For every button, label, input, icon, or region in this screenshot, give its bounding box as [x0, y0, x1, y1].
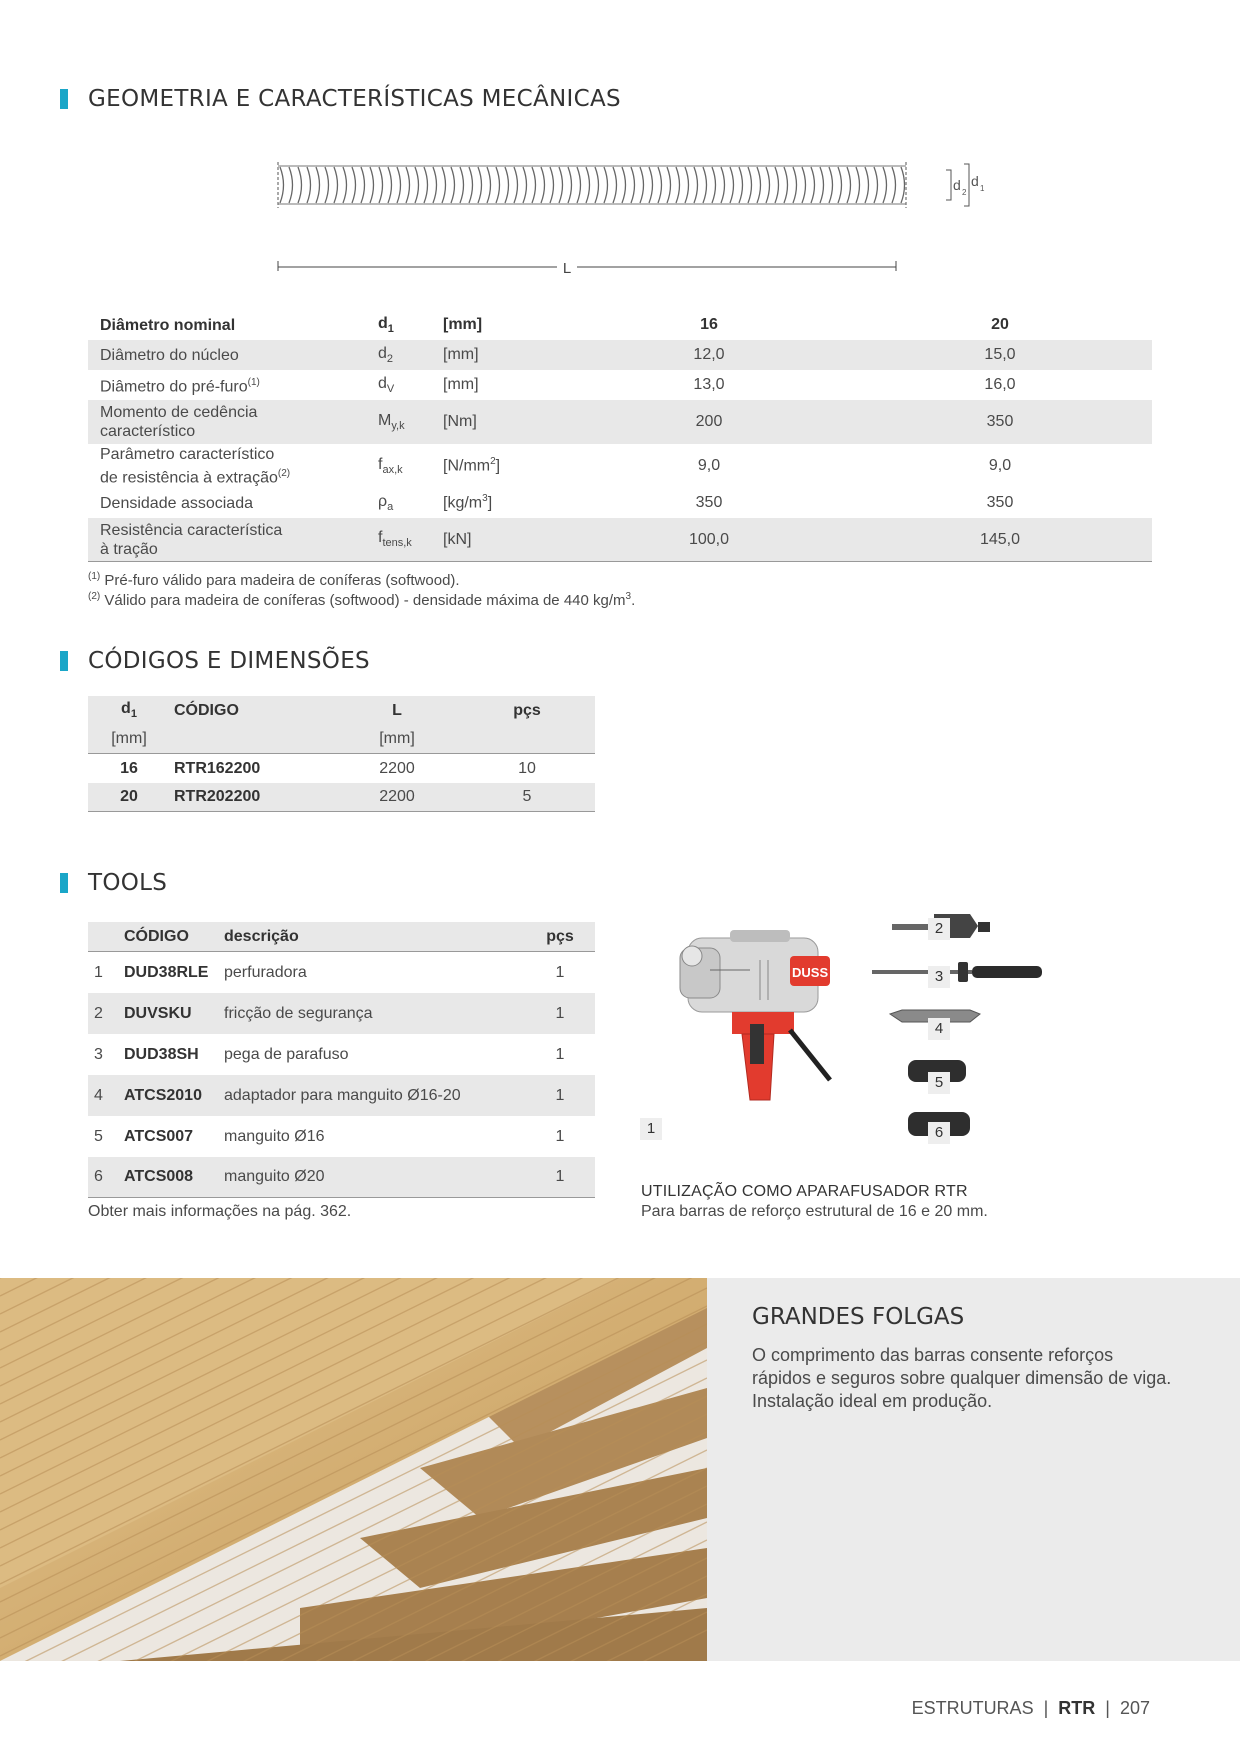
- table-row: [88, 400, 1152, 444]
- section-geometry-heading: [60, 86, 621, 112]
- header-pcs: pçs: [513, 701, 541, 719]
- table-units-row: [88, 725, 595, 754]
- row-value-16: 13,0: [693, 376, 725, 393]
- row-label: Diâmetro do núcleo: [100, 346, 239, 364]
- row-pcs: 1: [555, 963, 565, 981]
- row-number: 6: [94, 1168, 103, 1185]
- item-number-badge: 5: [928, 1072, 950, 1094]
- tools-caption-text: Para barras de reforço estrutural de 16 e 20 mm.: [641, 1203, 988, 1220]
- info-panel: [707, 1278, 1240, 1661]
- header-code: CÓDIGO: [124, 927, 189, 945]
- row-label: Parâmetro característico de resistência à extração$^{(2)}$: [100, 445, 291, 487]
- row-number: 3: [94, 1045, 103, 1063]
- row-symbol: $f_{ax,k}$: [378, 455, 403, 477]
- accent-bar: [60, 873, 68, 893]
- table-row: [88, 340, 1152, 370]
- row-description: manguito Ø20: [224, 1168, 325, 1185]
- drill-brand: DUSS: [792, 965, 829, 980]
- row-label: Momento de cedência característico: [100, 404, 258, 440]
- row-pcs: 10: [518, 759, 536, 777]
- table-header-row: [88, 696, 595, 725]
- page-footer: [912, 1698, 1150, 1719]
- row-description: manguito Ø16: [224, 1127, 325, 1145]
- threaded-rod: [278, 162, 906, 208]
- tools-caption-title: UTILIZAÇÃO COMO APARAFUSADOR RTR: [641, 1183, 968, 1200]
- section-title: GEOMETRIA E CARACTERÍSTICAS MECÂNICAS: [88, 86, 621, 112]
- row-value-16: 12,0: [693, 346, 725, 363]
- row-description: adaptador para manguito Ø16-20: [224, 1086, 461, 1104]
- row-unit: [kN]: [443, 530, 472, 548]
- row-d1: 20: [120, 788, 138, 805]
- header-d1: $d_1$: [121, 700, 137, 721]
- row-number: 5: [94, 1127, 103, 1145]
- row-value-20: 145,0: [979, 530, 1021, 548]
- item-number-badge: 3: [928, 966, 950, 988]
- unit-length: [mm]: [379, 730, 415, 747]
- header-unit: [mm]: [443, 316, 483, 333]
- item-number-badge: 2: [928, 918, 950, 940]
- row-unit: [mm]: [443, 376, 479, 393]
- row-length: 2200: [379, 788, 415, 805]
- row-d1: 16: [120, 759, 138, 777]
- header-value-16: 16: [700, 316, 718, 333]
- row-pcs: 1: [555, 1004, 565, 1022]
- unit-d1: [mm]: [111, 730, 147, 747]
- timber-roof-photo: [0, 1278, 707, 1661]
- row-pcs: 1: [555, 1045, 565, 1063]
- row-label: Resistência característica à tração: [100, 521, 283, 558]
- footnote-1: $^{(1)}$ Pré-furo válido para madeira de coníferas (softwood).: [88, 571, 460, 589]
- tools-drawing: [640, 900, 1140, 1140]
- d1-sub: 1: [980, 184, 985, 193]
- table-header-row: [88, 922, 595, 952]
- header-value-20: 20: [991, 316, 1009, 333]
- length-dimension: [278, 260, 896, 277]
- row-number: 1: [94, 963, 103, 981]
- row-label: Densidade associada: [100, 494, 253, 512]
- table-row: [88, 1116, 595, 1157]
- row-value-16: 9,0: [697, 457, 721, 474]
- footer-separator: |: [1105, 1698, 1110, 1718]
- section-title: TOOLS: [88, 870, 168, 896]
- row-code: RTR162200: [174, 759, 261, 777]
- row-symbol: $M_{y,k}$: [378, 411, 405, 433]
- table-row: [88, 1075, 595, 1116]
- row-code: ATCS2010: [124, 1086, 202, 1104]
- header-pcs: pçs: [546, 927, 574, 945]
- row-description: perfuradora: [224, 963, 307, 981]
- table-row: [88, 952, 595, 993]
- d2-label: d: [953, 177, 961, 193]
- header-length: L: [392, 701, 402, 719]
- row-symbol: $d_V$: [378, 374, 395, 396]
- row-value-16: 100,0: [688, 530, 730, 548]
- tools-table: [88, 922, 595, 1198]
- row-unit: [Nm]: [443, 413, 477, 430]
- row-label: Diâmetro do pré-furo$^{(1)}$: [100, 377, 260, 396]
- item-number-badge: 6: [928, 1122, 950, 1144]
- header-code: CÓDIGO: [174, 701, 239, 719]
- table-row: [88, 370, 1152, 400]
- more-info-note: Obter mais informações na pág. 362.: [88, 1203, 352, 1220]
- table-row: [88, 488, 1152, 518]
- row-unit: $[kg/m^3]$: [443, 493, 493, 512]
- header-symbol: $d_1$: [378, 314, 394, 336]
- table-row: [88, 754, 595, 783]
- section-codes-heading: [60, 648, 370, 674]
- row-pcs: 1: [555, 1086, 565, 1104]
- row-code: ATCS007: [124, 1127, 194, 1145]
- row-symbol: $d_2$: [378, 344, 394, 366]
- table-row: [88, 518, 1152, 562]
- mechanical-properties-table: [88, 310, 1152, 562]
- info-panel-text: O comprimento das barras consente reforços rápidos e seguros sobre qualquer dimensão de viga. Instalação ideal em produção.: [752, 1345, 1172, 1411]
- row-description: pega de parafuso: [224, 1045, 349, 1063]
- header-description: descrição: [224, 927, 299, 945]
- row-value-16: 350: [695, 494, 723, 511]
- threaded-rod-diagram: [270, 150, 990, 290]
- footer-section: ESTRUTURAS: [911, 1698, 1034, 1718]
- row-value-20: 350: [986, 413, 1014, 430]
- row-pcs: 1: [555, 1168, 565, 1185]
- length-label: L: [562, 260, 572, 277]
- section-tools-heading: [60, 870, 167, 896]
- row-unit: $[N/mm^2]$: [443, 456, 501, 475]
- drill-image: [680, 930, 830, 1100]
- d1-label: d: [971, 173, 979, 189]
- footer-separator: |: [1043, 1698, 1049, 1718]
- header-label: Diâmetro nominal: [100, 316, 236, 334]
- item-number-badge: 4: [928, 1018, 950, 1040]
- table-header-row: [88, 310, 1152, 340]
- table-row: [88, 1157, 595, 1198]
- row-code: DUD38RLE: [124, 963, 209, 981]
- row-code: DUD38SH: [124, 1045, 199, 1063]
- table-row: [88, 1034, 595, 1075]
- table-row: [88, 783, 595, 812]
- accent-bar: [60, 651, 68, 671]
- footer-page-number: 207: [1119, 1698, 1150, 1718]
- table-row: [88, 444, 1152, 488]
- row-number: 2: [94, 1004, 103, 1022]
- screw-handle-image: [872, 962, 1042, 982]
- row-value-16: 200: [695, 413, 723, 430]
- row-value-20: 350: [986, 494, 1014, 511]
- item-number-badge: 1: [640, 1118, 662, 1140]
- section-title: CÓDIGOS E DIMENSÕES: [88, 648, 370, 674]
- row-unit: [mm]: [443, 346, 479, 363]
- diameter-labels: [946, 164, 985, 206]
- footnote-2: $^{(2)}$ Válido para madeira de coníferas (softwood) - densidade máxima de 440 $kg/m^3$.: [88, 591, 636, 609]
- table-row: [88, 993, 595, 1034]
- row-value-20: 16,0: [984, 376, 1016, 393]
- tools-illustration: [640, 900, 1140, 1140]
- row-length: 2200: [379, 759, 415, 777]
- timber-roof-image: [0, 1278, 707, 1661]
- row-code: RTR202200: [174, 788, 261, 805]
- info-panel-title: GRANDES FOLGAS: [752, 1304, 965, 1330]
- row-value-20: 15,0: [984, 346, 1016, 363]
- row-number: 4: [94, 1086, 103, 1104]
- row-description: fricção de segurança: [224, 1004, 373, 1022]
- row-symbol: $\rho_a$: [378, 492, 394, 514]
- codes-dimensions-table: [88, 696, 595, 812]
- row-code: ATCS008: [124, 1168, 194, 1185]
- accent-bar: [60, 89, 68, 109]
- row-code: DUVSKU: [124, 1004, 192, 1022]
- d2-sub: 2: [962, 188, 967, 197]
- row-pcs: 5: [522, 788, 532, 805]
- footer-product: RTR: [1058, 1698, 1096, 1718]
- row-symbol: $f_{tens,k}$: [378, 529, 412, 550]
- row-value-20: 9,0: [988, 457, 1012, 474]
- row-pcs: 1: [555, 1127, 565, 1145]
